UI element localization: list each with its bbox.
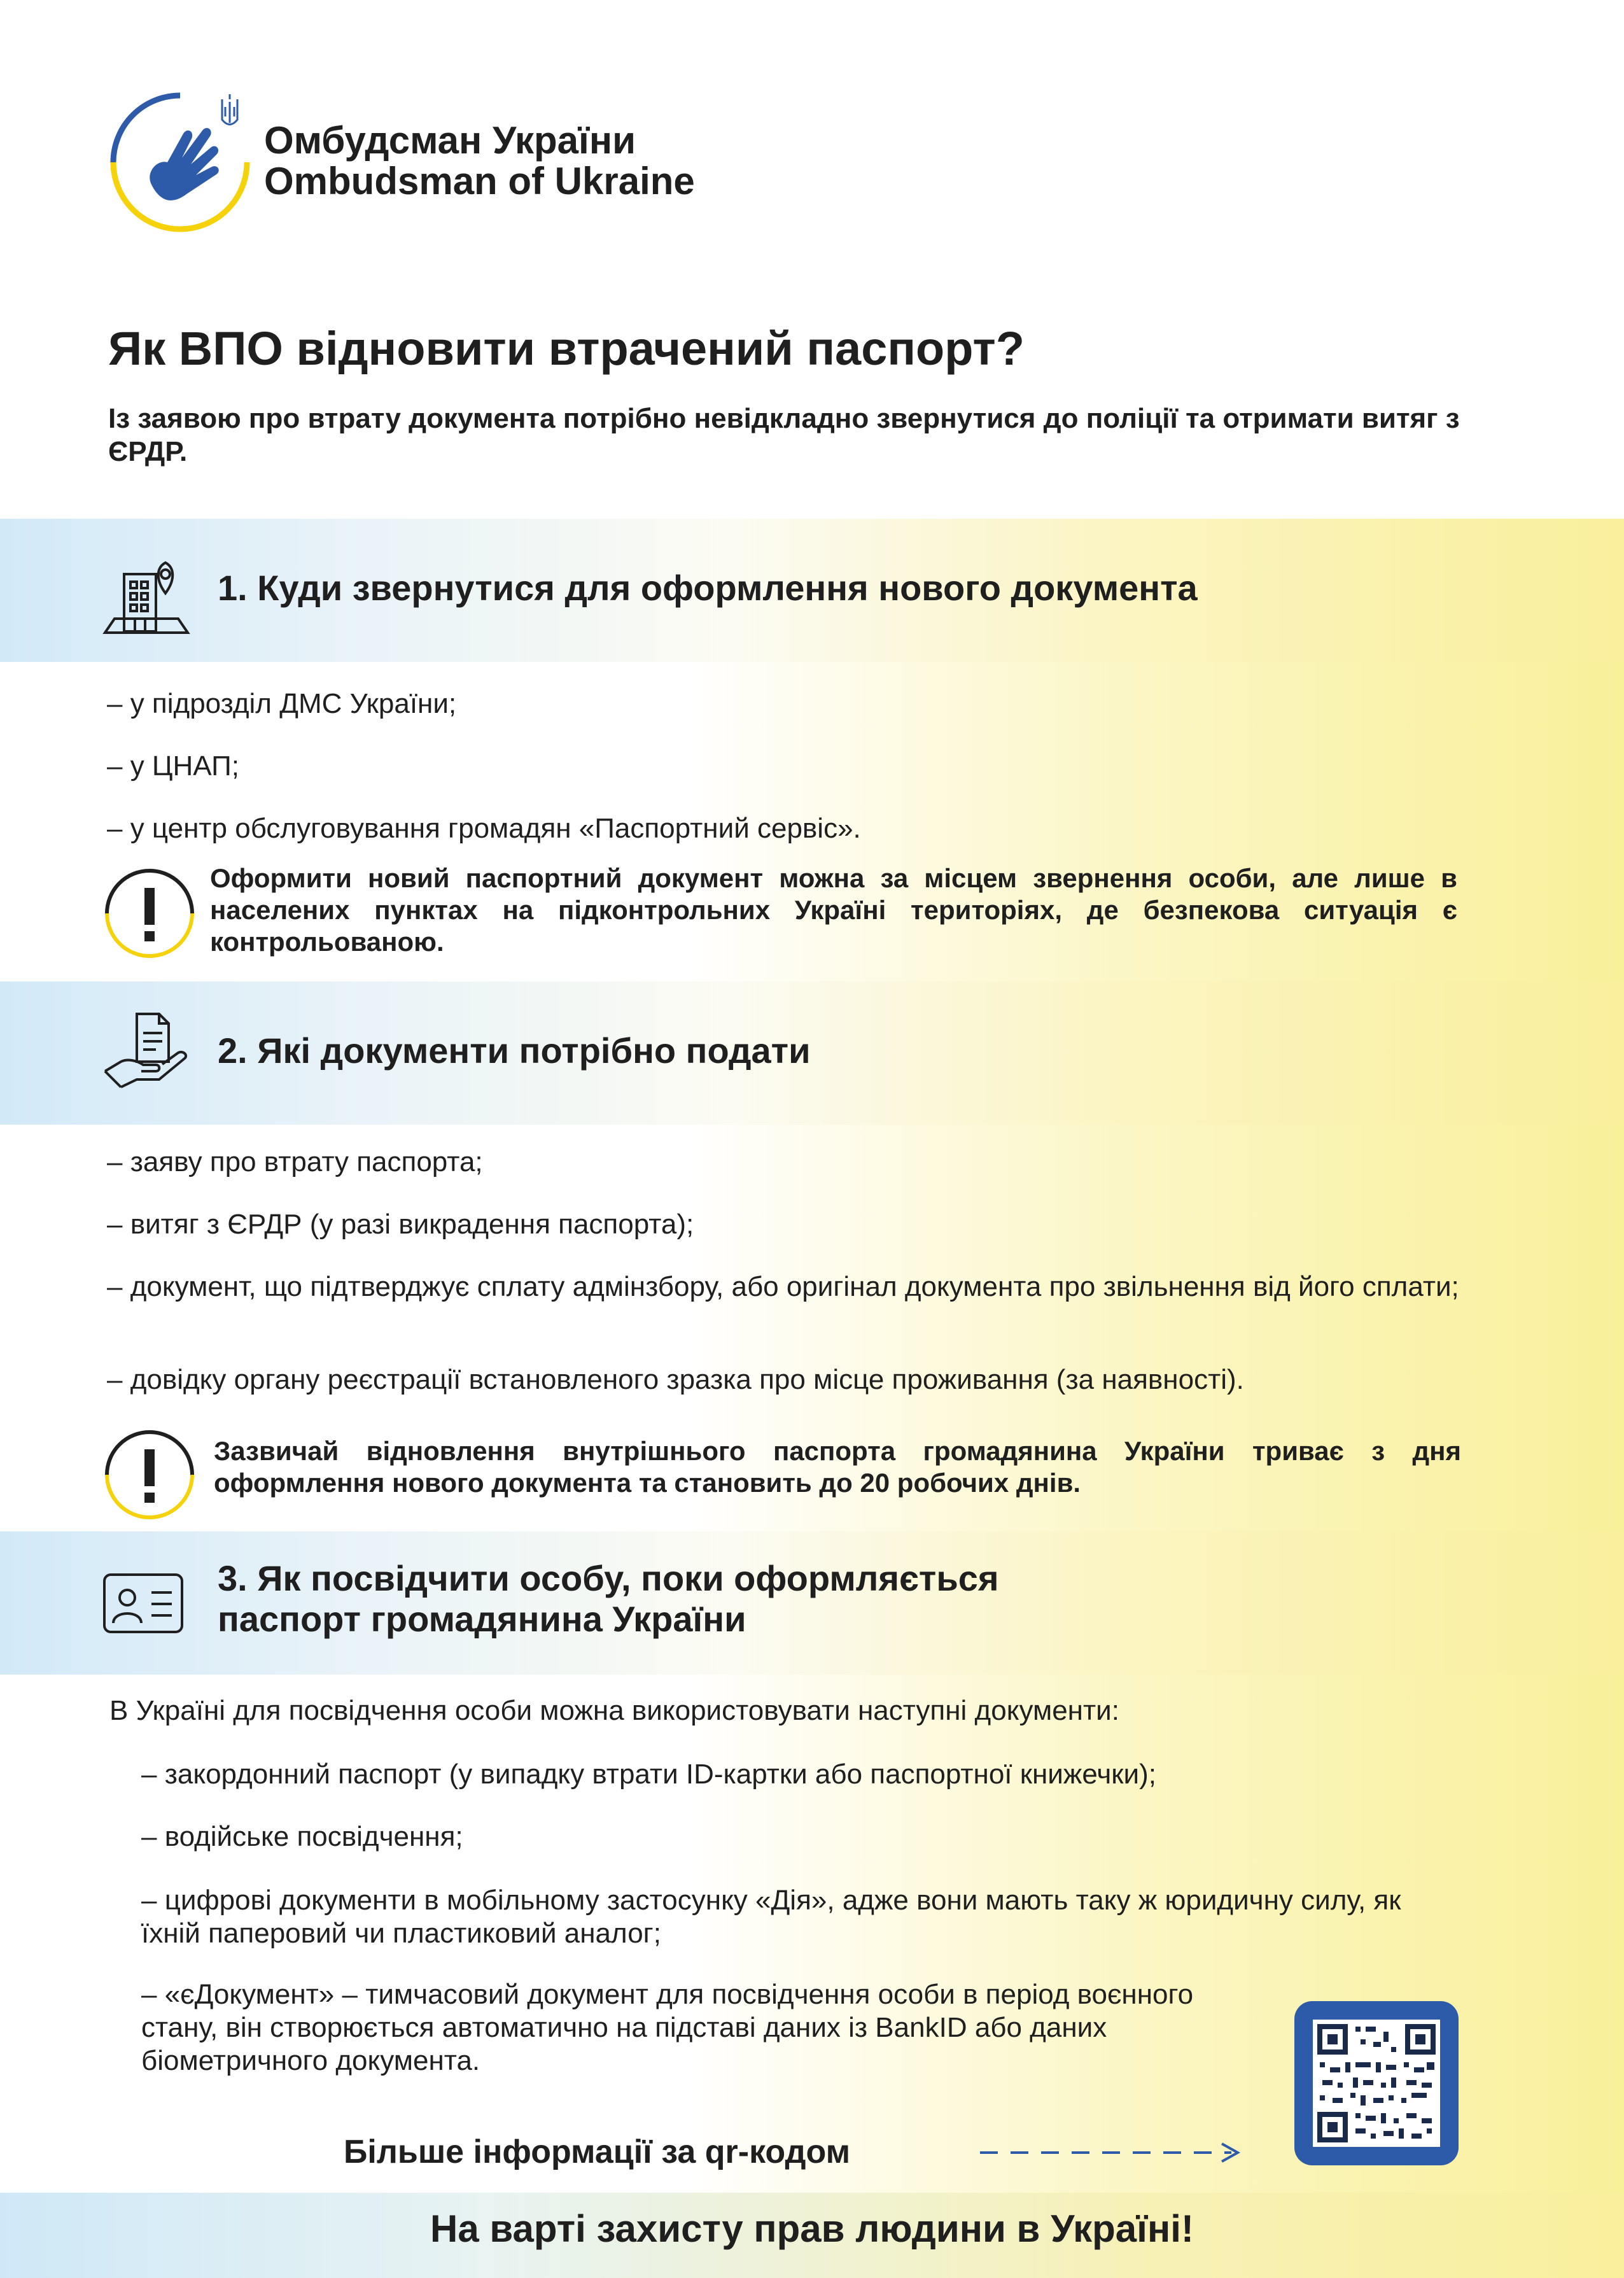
- intro-text: Із заявою про втрату документа потрібно невідкладно звернутися до поліції та отримати витяг з ЄРДР.: [108, 403, 1460, 467]
- section-1-title: 1. Куди звернутися для оформлення нового документа: [218, 568, 1198, 608]
- list-item: – у підрозділ ДМС України;: [107, 688, 457, 719]
- list-item: – у центр обслуговування громадян «Паспортний сервіс».: [107, 813, 861, 844]
- list-item: – «єДокумент» – тимчасовий документ для посвідчення особи в період воєнного стану, він створюється автоматично на підставі даних із BankID або даних біометричного документа.: [141, 1979, 1194, 2076]
- logo-name-ua: Омбудсман України: [264, 119, 636, 162]
- list-item: – документ, що підтверджує сплату адмінзбору, або оригінал документа про звільнення від його сплати;: [107, 1271, 1459, 1302]
- exclamation-icon: [102, 866, 197, 961]
- trident-icon: [222, 94, 237, 125]
- page-title: Як ВПО відновити втрачений паспорт?: [108, 322, 1025, 375]
- logo-name-en: Ombudsman of Ukraine: [264, 160, 695, 202]
- footer-slogan: На варті захисту прав людини в Україні!: [430, 2207, 1194, 2250]
- section-3-title: 3. Як посвідчити особу, поки оформляється: [218, 1558, 999, 1598]
- section-2-title: 2. Які документи потрібно подати: [218, 1030, 811, 1071]
- list-item: – у ЦНАП;: [107, 750, 239, 782]
- logo: [107, 89, 253, 236]
- document-hand-icon: [102, 1011, 191, 1093]
- id-card-icon: [102, 1572, 185, 1636]
- qr-code[interactable]: [1294, 2001, 1459, 2165]
- exclamation-icon: [102, 1427, 197, 1522]
- section-3-title-line2: паспорт громадянина України: [218, 1599, 746, 1639]
- section-3-intro: В Україні для посвідчення особи можна використовувати наступні документи:: [109, 1695, 1119, 1726]
- qr-code-icon: [1294, 2001, 1459, 2165]
- dashed-arrow-icon: [980, 2140, 1244, 2165]
- more-info-text: Більше інформації за qr-кодом: [344, 2134, 851, 2170]
- list-item: – заяву про втрату паспорта;: [107, 1146, 483, 1178]
- warning-text: Зазвичай відновлення внутрішнього паспорта громадянина України триває з дня оформлення нового документа та становить до 20 робочих днів.: [214, 1436, 1461, 1498]
- list-item: – закордонний паспорт (у випадку втрати ID-картки або паспортної книжечки);: [141, 1759, 1156, 1790]
- list-item: – цифрові документи в мобільному застосунку «Дія», адже вони мають таку ж юридичну силу, як їхній паперовий чи пластиковий аналог;: [141, 1885, 1401, 1949]
- list-item: – довідку органу реєстрації встановленого зразка про місце проживання (за наявності).: [107, 1364, 1244, 1395]
- ombudsman-hand-icon: [107, 89, 253, 236]
- list-item: – водійське посвідчення;: [141, 1821, 463, 1852]
- city-location-icon: [102, 555, 191, 638]
- list-item: – витяг з ЄРДР (у разі викрадення паспорта);: [107, 1209, 694, 1240]
- warning-text: Оформити новий паспортний документ можна за місцем звернення особи, але лише в населених пунктах на підконтрольних Україні територіях, де безпекова ситуація є контрольованою.: [210, 863, 1457, 957]
